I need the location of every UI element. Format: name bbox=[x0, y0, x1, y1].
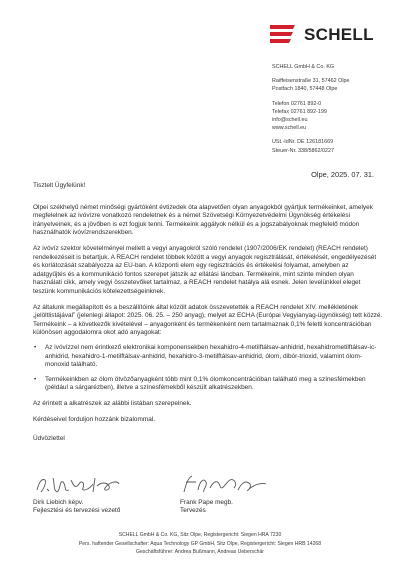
sender-postbox: Postfach 1840, 57448 Olpe bbox=[272, 86, 338, 93]
letter-body bbox=[33, 182, 383, 444]
letter-date: Olpe, 2025. 07. 31. bbox=[311, 170, 374, 179]
list-item: • Az ivóvízzel nem érintkező elektronikai komponensekben hexahidro-4-metilftálsav-anhidrid, hexahidrometilftálsav-ic-anhidrid, hexahidro-1-metilftálsav-anhidrid, hexahidro-3-metilftálsav-anhidrid, ólom, dibór-trioxid, valamint ólom-monoxid található. bbox=[34, 343, 377, 369]
footer-line: SCHELL GmbH & Co. KG, Sitz Olpe, Registergericht: Siegen HRA 7230 bbox=[118, 532, 282, 538]
schell-logo bbox=[268, 22, 378, 48]
sender-company: SCHELL GmbH & Co. KG bbox=[272, 64, 335, 70]
letter-footer bbox=[0, 531, 400, 557]
signature-area bbox=[33, 470, 383, 520]
schell-logo-icon bbox=[268, 22, 298, 46]
paragraph-reach: Az ivóvíz szektor követelményei mellett a vegyi anyagokról szóló rendelet (1907/2006/EK rendelet) (REACH rendelet) rendelkezéseit is betartjuk. A REACH rendelet többek között a vegyi anyagok regisztrálását, értékelését, engedélyezését és korlátozását szabályozza az EU-ban. A központi elem egy regisztrációs és értékelési folyamat, amelyben az adatgyűjtés és a kommunikáció fontos szerepet játszik az ellátási láncban. Termékeink, mint szinte minden olyan használati cikk, amely vegyi összetevőket tartalmaz, a REACH rendelet hatálya alá esnek. Jelen levelünkkel eleget teszünk kommunikációs kötelezettségeinknek. bbox=[33, 244, 377, 295]
logo-wordmark: SCHELL bbox=[304, 25, 374, 44]
signer-1 bbox=[33, 499, 120, 516]
bullet-icon: • bbox=[34, 343, 37, 351]
sender-block bbox=[272, 63, 397, 155]
sender-fax: Telefax 02761 892-199 bbox=[272, 108, 327, 115]
signer-name: Dirk Liebich képv. bbox=[33, 499, 84, 506]
paragraph-parts-list: Az érintett a alkatrészek az alábbi listában szerepelnek. bbox=[33, 399, 192, 407]
signature-dirk-liebich bbox=[33, 470, 123, 498]
list-item: • Termékeinkben az ólom ötvözőanyagként több mint 0,1% ólomkoncentrációban található meg a színesfémekben (például a sárgarézben), illetve a színesfémekből készült alkatrészekben. bbox=[34, 375, 366, 392]
paragraph-contact: Kérdéseivel forduljon hozzánk bizalommal. bbox=[33, 416, 156, 424]
signer-role: Fejlesztési és tervezési vezető bbox=[33, 507, 121, 515]
sender-web: www.schell.eu bbox=[272, 125, 307, 132]
footer-line: Geschäftsführer: Andrea Bußmann, Andreas Ueberschär bbox=[136, 549, 264, 555]
paragraph-intro: Olpei székhelyű német minőségi gyártóként évtizedek óta alapvetően olyan anyagokból gyártjuk termékeinket, amelyek megfelelnek az ivóvízre vonatkozó rendeletnek és a német Szövetségi Környezetvédelmi Ügynökség értékelési irányelveinek, és a jövőben is ezt fogjuk tenni. Termékeink aggályok nélkül és a jogszabályoknak megfelelő módon használhatók ivóvízrendszerekben. bbox=[33, 203, 373, 237]
bullet-icon: • bbox=[34, 375, 37, 383]
signer-role: Tervezés bbox=[180, 507, 206, 515]
salutation: Tisztelt Ügyfelünk! bbox=[33, 182, 86, 189]
sender-phone: Telefon 02761 892-0 bbox=[272, 100, 322, 107]
sender-tax: Steuer-Nr. 338/5862/0227 bbox=[272, 147, 335, 154]
footer-line: Pers. haftender Gesellschafter: Aqua Technology GP GmbH, Sitz Olpe, Registergericht: Siegen HRB 14268 bbox=[78, 540, 322, 547]
closing: Üdvözlettel bbox=[33, 435, 65, 443]
paragraph-candidate-list: Az általunk megállapított és a beszállítóink által közölt adatok összevetették a REACH rendelet XIV. mellékletének „jelöltlistájával” (jelenlegi állapot: 2025. 06. 25. – 250 anyag), melyet az ECHA (Európai Vegyianyag-ügynökség) tett közzé. Termékeink – a következők kivételével – anyagonként és termékenként nem tartalmaznak 0,1% feletti koncentrációban különösen aggodalomra okot adó anyagokat: bbox=[33, 303, 383, 337]
sender-email: info@schell.eu bbox=[272, 117, 308, 124]
substance-list bbox=[33, 344, 383, 393]
signer-name: Frank Pape megb. bbox=[180, 499, 233, 506]
sender-street: Raiffeisenstraße 31, 57462 Olpe bbox=[272, 78, 350, 85]
signature-frank-pape bbox=[180, 470, 270, 498]
sender-vat: USt.-IdNr. DE 126181669 bbox=[272, 139, 334, 146]
signer-2 bbox=[180, 499, 233, 516]
